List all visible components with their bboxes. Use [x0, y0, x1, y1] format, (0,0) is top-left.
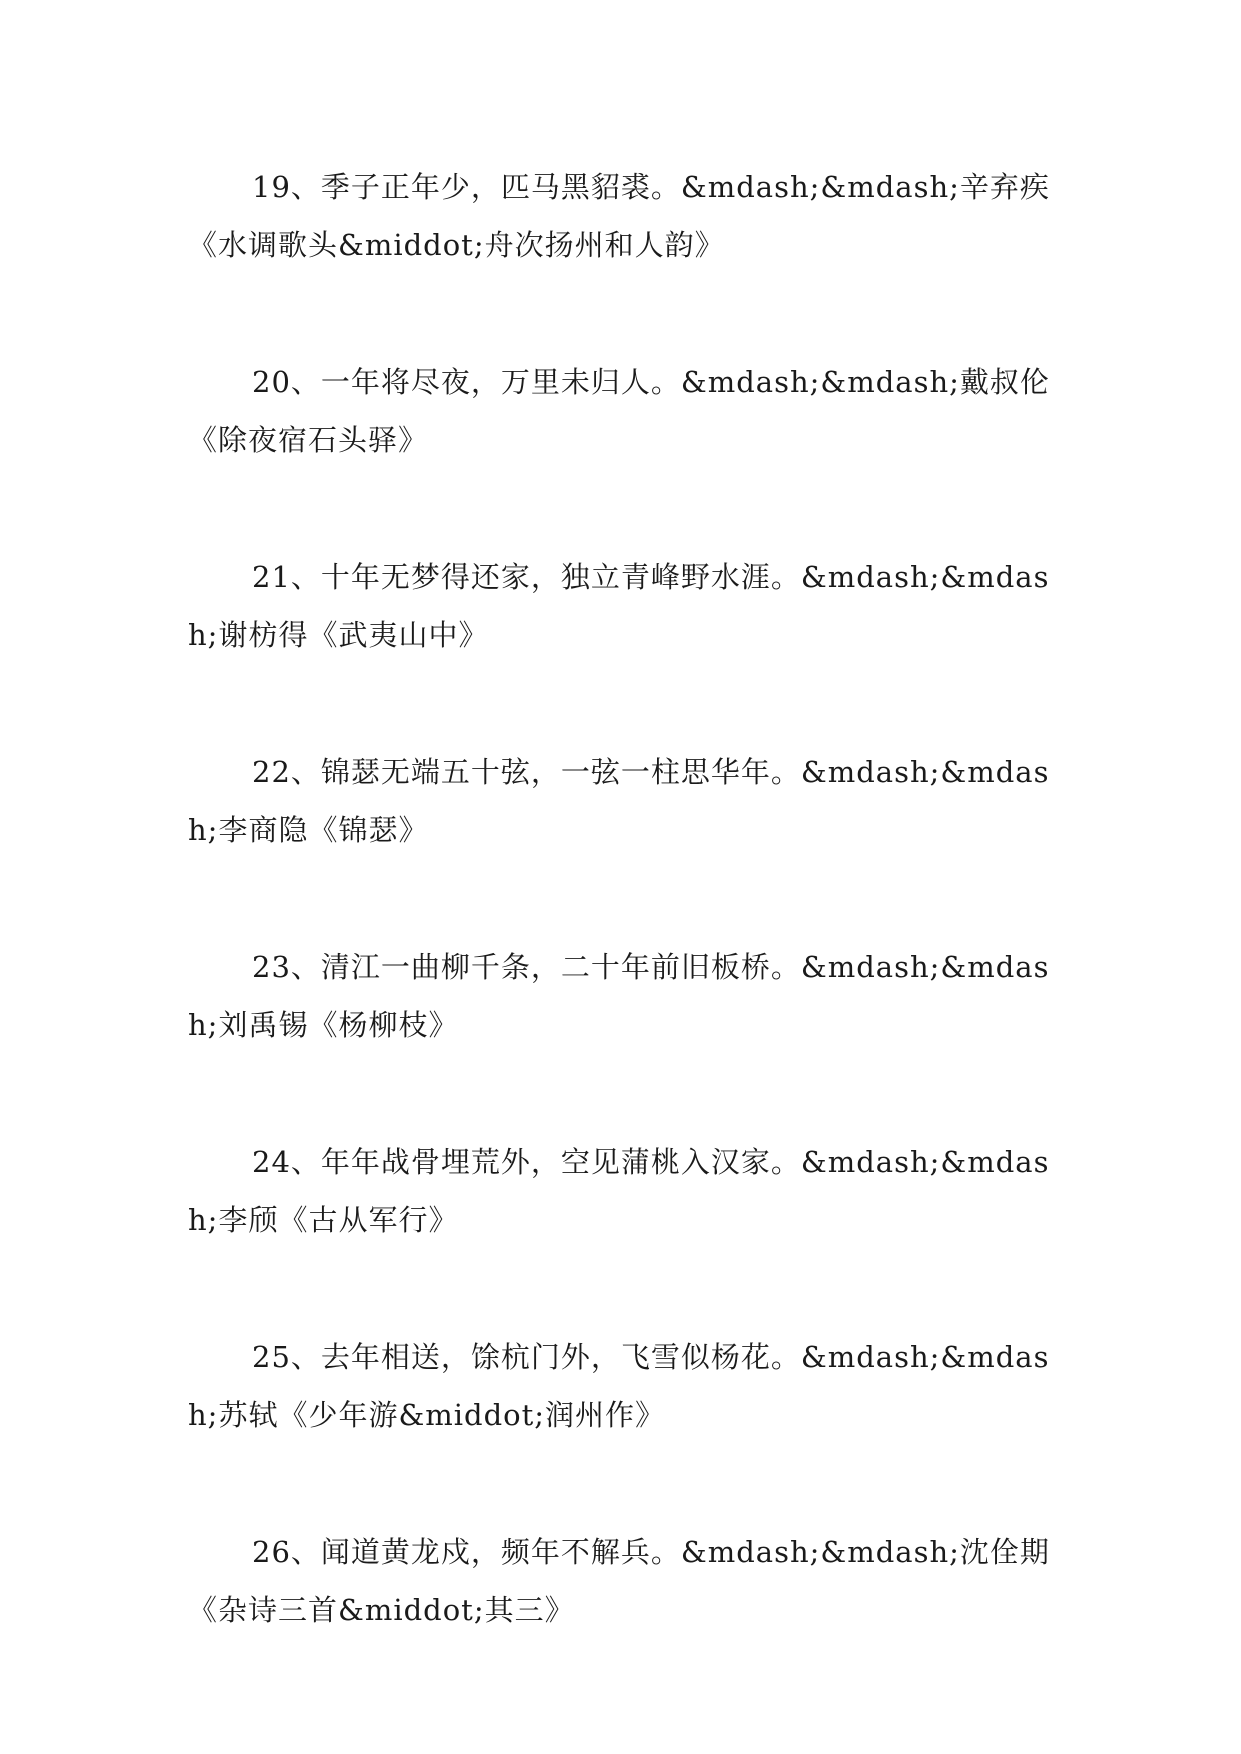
- poem-quote-20: 20、一年将尽夜，万里未归人。&mdash;&mdash;戴叔伦《除夜宿石头驿》: [188, 365, 1050, 457]
- poem-quote-23: 23、清江一曲柳千条，二十年前旧板桥。&mdash;&mdash;刘禹锡《杨柳枝》: [188, 950, 1050, 1042]
- poem-quote-19: 19、季子正年少，匹马黑貂裘。&mdash;&mdash;辛弃疾《水调歌头&middot;舟次扬州和人韵》: [188, 170, 1050, 262]
- poem-quote-24: 24、年年战骨埋荒外，空见蒲桃入汉家。&mdash;&mdash;李颀《古从军行》: [188, 1145, 1050, 1237]
- poem-quote-22: 22、锦瑟无端五十弦，一弦一柱思华年。&mdash;&mdash;李商隐《锦瑟》: [188, 755, 1050, 847]
- poem-quote-25: 25、去年相送，馀杭门外，飞雪似杨花。&mdash;&mdash;苏轼《少年游&middot;润州作》: [188, 1340, 1050, 1432]
- poem-quote-list: [188, 158, 1058, 1718]
- poem-quote-26: 26、闻道黄龙戍，频年不解兵。&mdash;&mdash;沈佺期《杂诗三首&middot;其三》: [188, 1535, 1050, 1627]
- poem-quote-21: 21、十年无梦得还家，独立青峰野水涯。&mdash;&mdash;谢枋得《武夷山中》: [188, 560, 1050, 652]
